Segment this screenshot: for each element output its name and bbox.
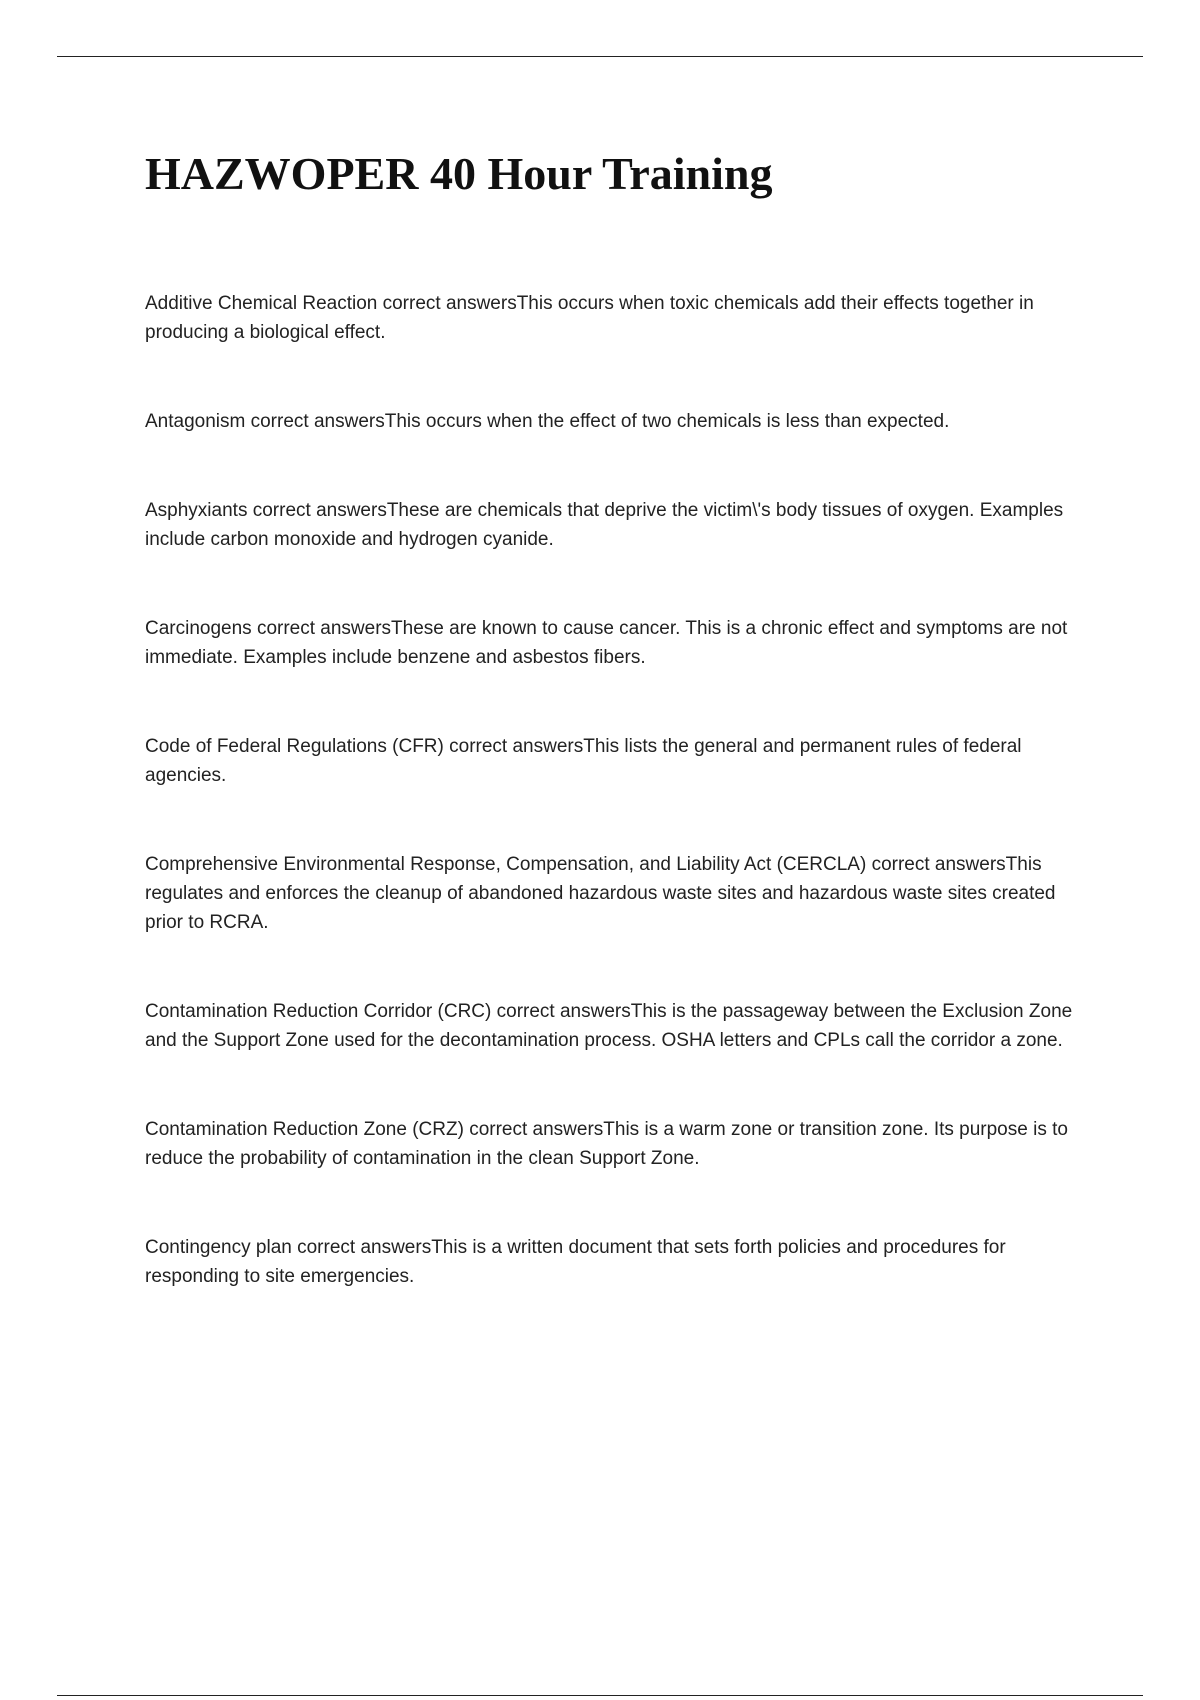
flashcard-entry: Antagonism correct answersThis occurs when the effect of two chemicals is less than expected. — [145, 411, 950, 432]
flashcard-entry: Contamination Reduction Zone (CRZ) correct answersThis is a warm zone or transition zone. Its purpose is to reduce the probability of contamination in the clean Support Zone. — [145, 1119, 1068, 1169]
document-title: HAZWOPER 40 Hour Training — [145, 148, 773, 199]
flashcard-entry: Additive Chemical Reaction correct answersThis occurs when toxic chemicals add their effects together in producing a biological effect. — [145, 293, 1034, 343]
flashcard-entry: Code of Federal Regulations (CFR) correct answersThis lists the general and permanent rules of federal agencies. — [145, 736, 1022, 786]
flashcard-list — [145, 289, 1085, 1351]
flashcard-entry: Contamination Reduction Corridor (CRC) correct answersThis is the passageway between the Exclusion Zone and the Support Zone used for the decontamination process. OSHA letters and CPLs call the corridor a zone. — [145, 1001, 1073, 1051]
bottom-divider — [57, 1695, 1143, 1696]
flashcard-entry: Carcinogens correct answersThese are known to cause cancer. This is a chronic effect and symptoms are not immediate. Examples include benzene and asbestos fibers. — [145, 618, 1068, 668]
flashcard-entry: Asphyxiants correct answersThese are chemicals that deprive the victim\'s body tissues of oxygen. Examples include carbon monoxide and hydrogen cyanide. — [145, 500, 1064, 550]
flashcard-entry: Contingency plan correct answersThis is a written document that sets forth policies and procedures for responding to site emergencies. — [145, 1237, 1006, 1287]
flashcard-entry: Comprehensive Environmental Response, Compensation, and Liability Act (CERCLA) correct answersThis regulates and enforces the cleanup of abandoned hazardous waste sites and hazardous waste sites created prior to RCRA. — [145, 854, 1056, 933]
top-divider — [57, 56, 1143, 57]
